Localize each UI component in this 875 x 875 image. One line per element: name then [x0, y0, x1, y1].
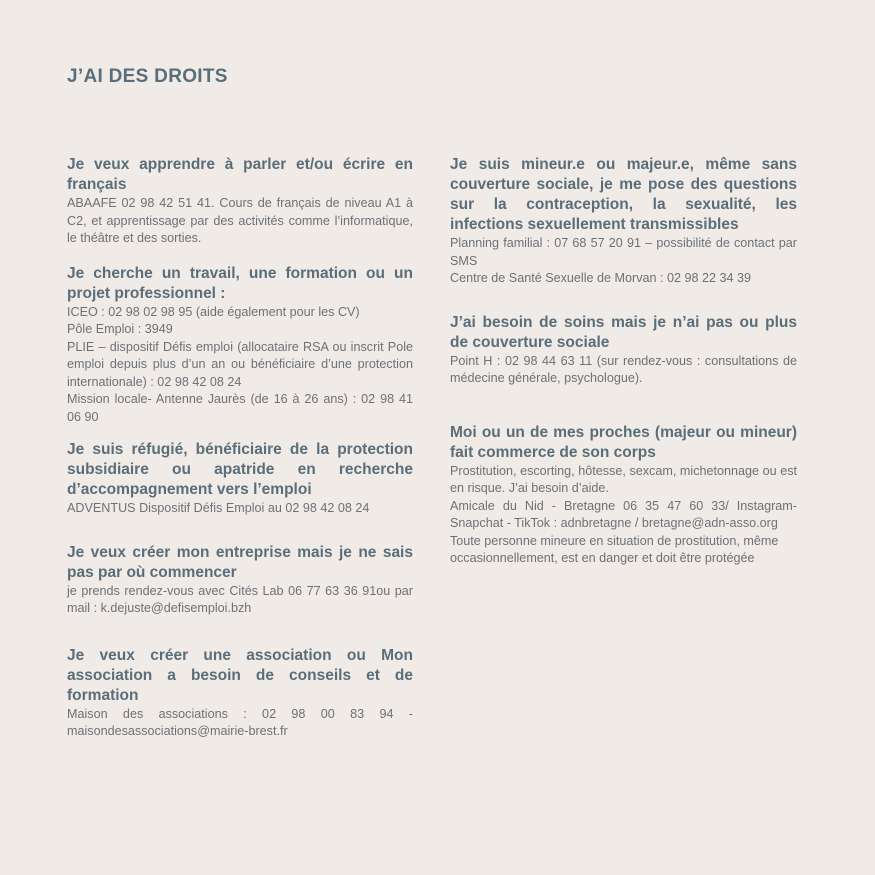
section-text: Planning familial : 07 68 57 20 91 – possibilité de contact par SMS	[450, 236, 797, 268]
section-text: PLIE – dispositif Défis emploi (allocataire RSA ou inscrit Pole emploi depuis plus d’un an ou bénéficiaire d’une protection internationale) : 02 98 42 08 24	[67, 339, 413, 389]
section-text: Prostitution, escorting, hôtesse, sexcam, michetonnage ou est en risque. J’ai besoin d’aide.	[450, 463, 797, 495]
section-text: Point H : 02 98 44 63 11 (sur rendez-vous : consultations de médecine générale, psychologue).	[450, 353, 797, 385]
section-heading: Je veux créer une association ou Mon association a besoin de conseils et de formation	[67, 646, 413, 704]
section-text: Toute personne mineure en situation de prostitution, même occasionnellement, est en danger et doit être protégée	[450, 533, 779, 565]
section-text: Amicale du Nid - Bretagne 06 35 47 60 33/ Instagram-Snapchat - TikTok : adnbretagne / bretagne@adn-asso.org	[450, 498, 797, 530]
section-heading: Je suis mineur.e ou majeur.e, même sans couverture sociale, je me pose des questions sur la contraception, la sexualité, les infections sexuellement transmissibles	[450, 156, 797, 233]
section-heading: Je veux apprendre à parler et/ou écrire en français	[67, 156, 413, 193]
section-text: Pôle Emploi : 3949	[67, 322, 173, 336]
section-contraception	[450, 155, 797, 288]
section-text: Centre de Santé Sexuelle de Morvan : 02 98 22 34 39	[450, 271, 752, 285]
section-employment	[67, 264, 413, 427]
section-text: Mission locale- Antenne Jaurès (de 16 à 26 ans) : 02 98 41 06 90	[67, 392, 413, 424]
section-association	[67, 646, 413, 741]
section-business	[67, 543, 413, 618]
page-title: J’AI DES DROITS	[67, 66, 228, 87]
section-heading: Moi ou un de mes proches (majeur ou mineur) fait commerce de son corps	[450, 423, 797, 461]
section-heading: Je suis réfugié, bénéficiaire de la protection subsidiaire ou apatride en recherche d’accompagnement vers l’emploi	[67, 441, 413, 498]
right-column	[450, 155, 797, 568]
section-heading: J’ai besoin de soins mais je n’ai pas ou plus de couverture sociale	[450, 313, 797, 351]
section-text: je prends rendez-vous avec Cités Lab 06 77 63 36 91ou par mail : k.dejuste@defisemploi.bzh	[67, 583, 413, 615]
section-prostitution	[450, 423, 797, 568]
section-text: ADVENTUS Dispositif Défis Emploi au 02 98 42 08 24	[67, 501, 370, 515]
section-healthcare	[450, 313, 797, 388]
left-column	[67, 155, 413, 741]
section-text: Maison des associations : 02 98 00 83 94 - maisondesassociations@mairie-brest.fr	[67, 706, 413, 738]
section-french-classes	[67, 155, 413, 248]
section-heading: Je veux créer mon entreprise mais je ne sais pas par où commencer	[67, 543, 413, 581]
section-text: ABAAFE 02 98 42 51 41. Cours de français de niveau A1 à C2, et apprentissage par des activités comme l’informatique, le théâtre et des sorties.	[67, 196, 413, 245]
section-heading: Je cherche un travail, une formation ou un projet professionnel :	[67, 264, 413, 302]
section-text: ICEO : 02 98 02 98 95 (aide également pour les CV)	[67, 304, 360, 319]
section-refugee	[67, 440, 413, 518]
